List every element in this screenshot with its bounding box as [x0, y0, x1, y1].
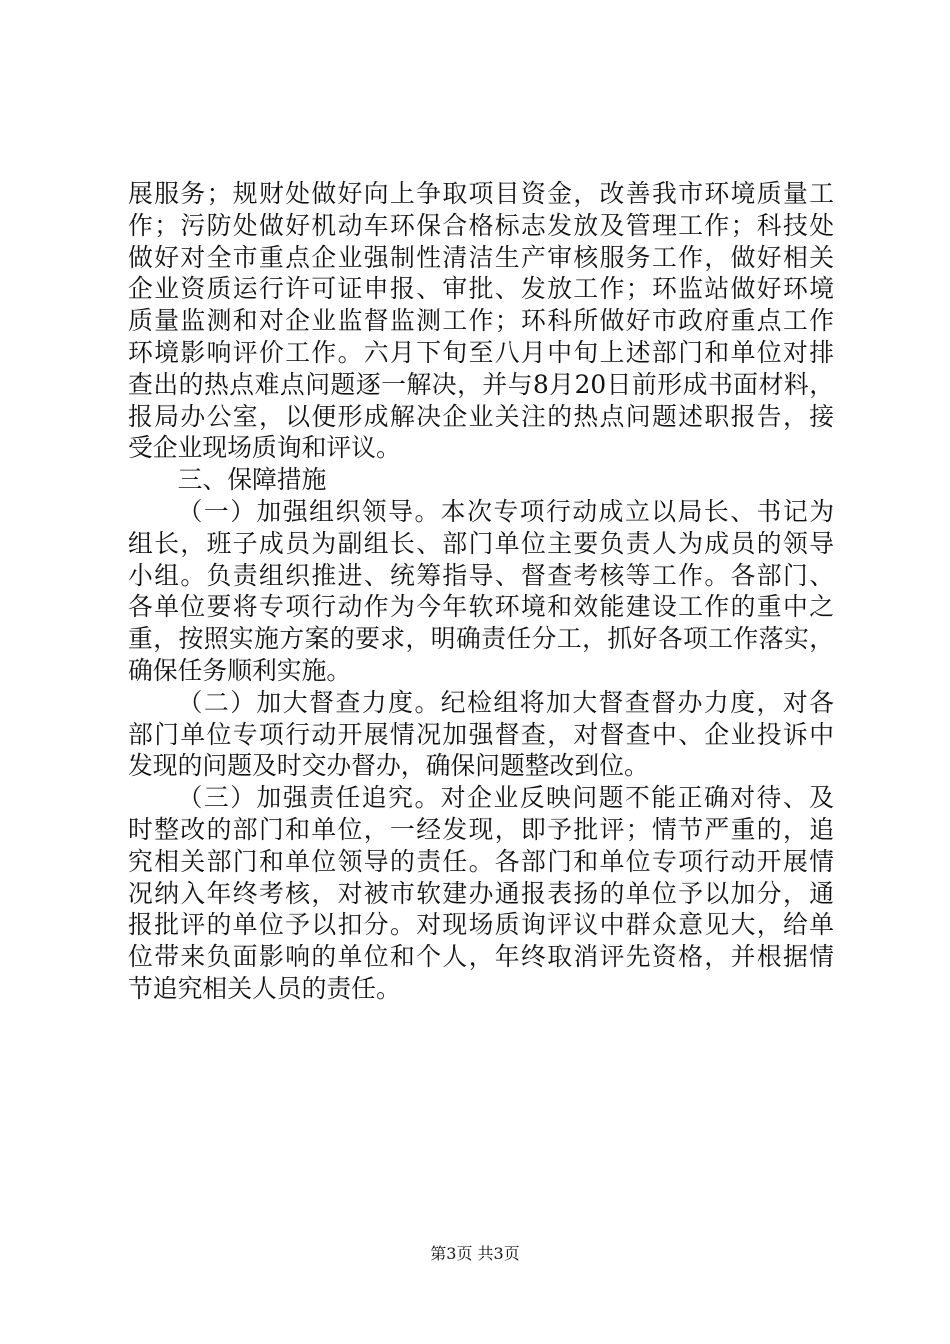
text-line: （二）加大督查力度。纪检组将加大督查督办力度，对各 — [177, 687, 834, 717]
text-line: 受企业现场质询和评议。 — [128, 433, 401, 463]
text-line: 小组。负责组织推进、统筹指导、督查考核等工作。各部门、 — [128, 560, 834, 590]
text-line: （三）加强责任追究。对企业反映问题不能正确对待、及 — [177, 783, 834, 813]
text-line: 部门单位专项行动开展情况加强督查，对督查中、企业投诉中 — [128, 719, 834, 749]
text-line: 企业资质运行许可证申报、审批、发放工作；环监站做好环境 — [128, 274, 834, 304]
text-line: 况纳入年终考核，对被市软建办通报表扬的单位予以加分，通 — [128, 878, 834, 908]
text-line: 节追究相关人员的责任。 — [128, 973, 401, 1003]
text-line: 时整改的部门和单位，一经发现，即予批评；情节严重的，追 — [128, 814, 834, 844]
document-body — [128, 178, 834, 1005]
text-line: 确保任务顺利实施。 — [128, 655, 352, 685]
text-line: 位带来负面影响的单位和个人，年终取消评先资格，并根据情 — [128, 942, 834, 972]
text-line: 报批评的单位予以扣分。对现场质询评议中群众意见大，给单 — [128, 910, 834, 940]
text-line: 重，按照实施方案的要求，明确责任分工，抓好各项工作落实， — [128, 624, 834, 654]
text-line: （一）加强组织领导。本次专项行动成立以局长、书记为 — [177, 496, 834, 526]
text-line: 各单位要将专项行动作为今年软环境和效能建设工作的重中之 — [128, 592, 834, 622]
text-line: 组长，班子成员为副组长、部门单位主要负责人为成员的领导 — [128, 528, 834, 558]
page-number: 第3页 共3页 — [430, 1244, 520, 1263]
text-line: 环境影响评价工作。六月下旬至八月中旬上述部门和单位对排 — [128, 337, 834, 367]
text-line: 质量监测和对企业监督监测工作；环科所做好市政府重点工作 — [128, 306, 834, 336]
text-line: 展服务；规财处做好向上争取项目资金，改善我市环境质量工 — [128, 179, 834, 208]
text-line: 报局办公室，以便形成解决企业关注的热点问题述职报告，接 — [128, 401, 834, 431]
text-line: 作；污防处做好机动车环保合格标志发放及管理工作；科技处 — [128, 210, 834, 240]
text-line: 查出的热点难点问题逐一解决，并与8月20日前形成书面材料， — [128, 369, 834, 399]
text-line: 发现的问题及时交办督办，确保问题整改到位。 — [128, 751, 649, 781]
text-line: 究相关部门和单位领导的责任。各部门和单位专项行动开展情 — [128, 846, 834, 876]
section-heading: 三、保障措施 — [177, 465, 327, 495]
text-line: 做好对全市重点企业强制性清洁生产审核服务工作，做好相关 — [128, 242, 834, 272]
